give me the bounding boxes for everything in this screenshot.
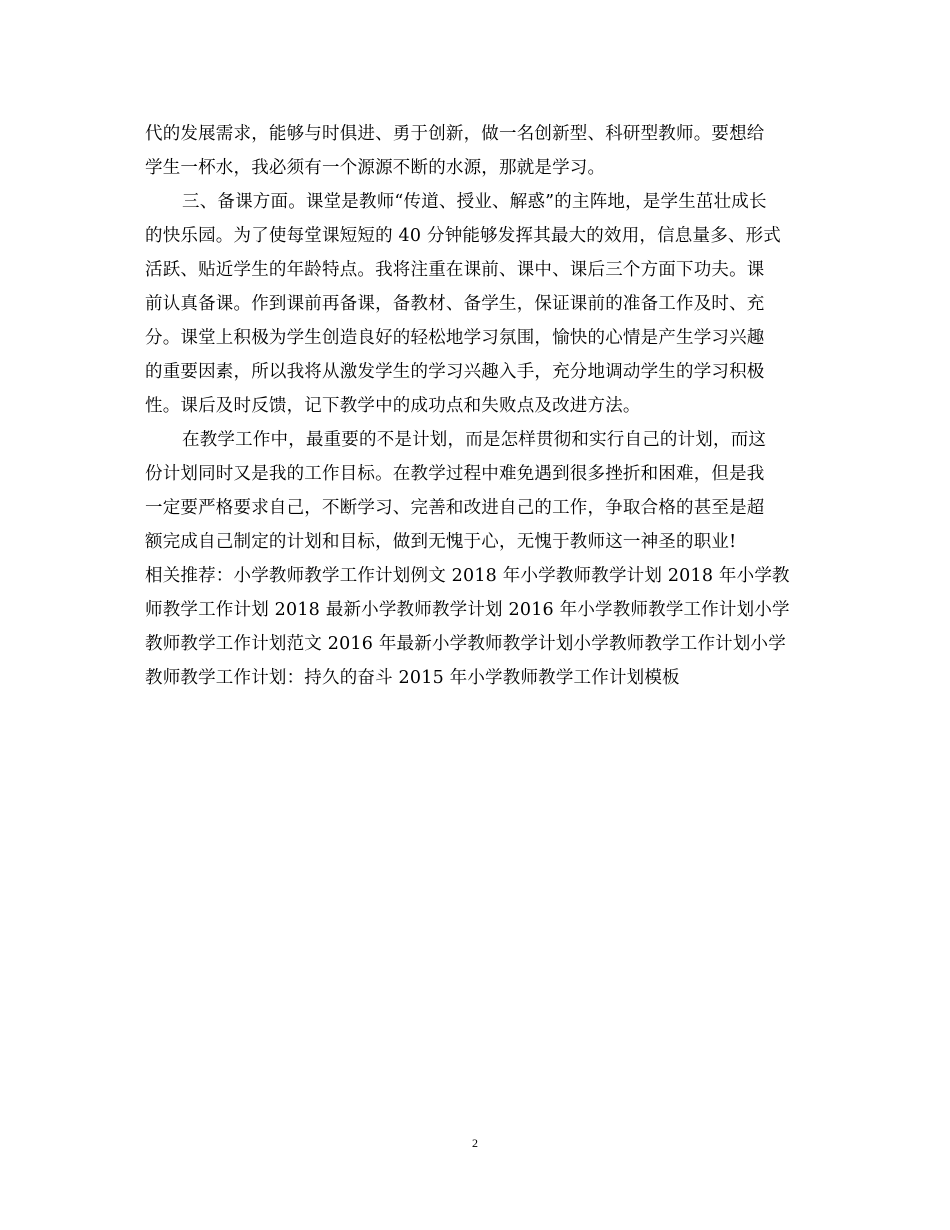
text-line: 分。课堂上积极为学生创造良好的轻松地学习氛围，愉快的心情是产生学习兴趣 — [145, 328, 765, 348]
text-line: 在教学工作中，最重要的不是计划，而是怎样贯彻和实行自己的计划，而这 — [182, 430, 767, 450]
text-line: 额完成自己制定的计划和目标，做到无愧于心，无愧于教师这一神圣的职业! — [145, 532, 737, 552]
related-links-line: 教师教学工作计划：持久的奋斗 2015 年小学教师教学工作计划模板 — [145, 668, 680, 688]
text-line: 性。课后及时反馈，记下教学中的成功点和失败点及改进方法。 — [145, 396, 641, 416]
text-line: 活跃、贴近学生的年龄特点。我将注重在课前、课中、课后三个方面下功夫。课 — [145, 260, 765, 280]
text-line: 一定要严格要求自己，不断学习、完善和改进自己的工作，争取合格的甚至是超 — [145, 498, 765, 518]
related-links-line: 教师教学工作计划范文 2016 年最新小学教师教学计划小学教师教学工作计划小学 — [145, 634, 786, 654]
text-line: 份计划同时又是我的工作目标。在教学过程中难免遇到很多挫折和困难，但是我 — [145, 464, 765, 484]
document-body — [145, 117, 805, 695]
related-links-line: 师教学工作计划 2018 最新小学教师教学计划 2016 年小学教师教学工作计划小学 — [145, 600, 790, 620]
text-line: 代的发展需求，能够与时俱进、勇于创新，做一名创新型、科研型教师。要想给 — [145, 124, 765, 144]
page-number: 2 — [472, 1136, 478, 1150]
text-line: 前认真备课。作到课前再备课，备教材、备学生，保证课前的准备工作及时、充 — [145, 294, 765, 314]
text-line: 的快乐园。为了使每堂课短短的 40 分钟能够发挥其最大的效用，信息量多、形式 — [145, 226, 781, 246]
text-line: 三、备课方面。课堂是教师“传道、授业、解惑”的主阵地，是学生茁壮成长 — [182, 192, 767, 212]
text-line: 学生一杯水，我必须有一个源源不断的水源，那就是学习。 — [145, 158, 606, 178]
text-line: 的重要因素，所以我将从激发学生的学习兴趣入手，充分地调动学生的学习积极 — [145, 362, 765, 382]
related-links-line: 相关推荐：小学教师教学工作计划例文 2018 年小学教师教学计划 2018 年小学教 — [145, 566, 790, 586]
